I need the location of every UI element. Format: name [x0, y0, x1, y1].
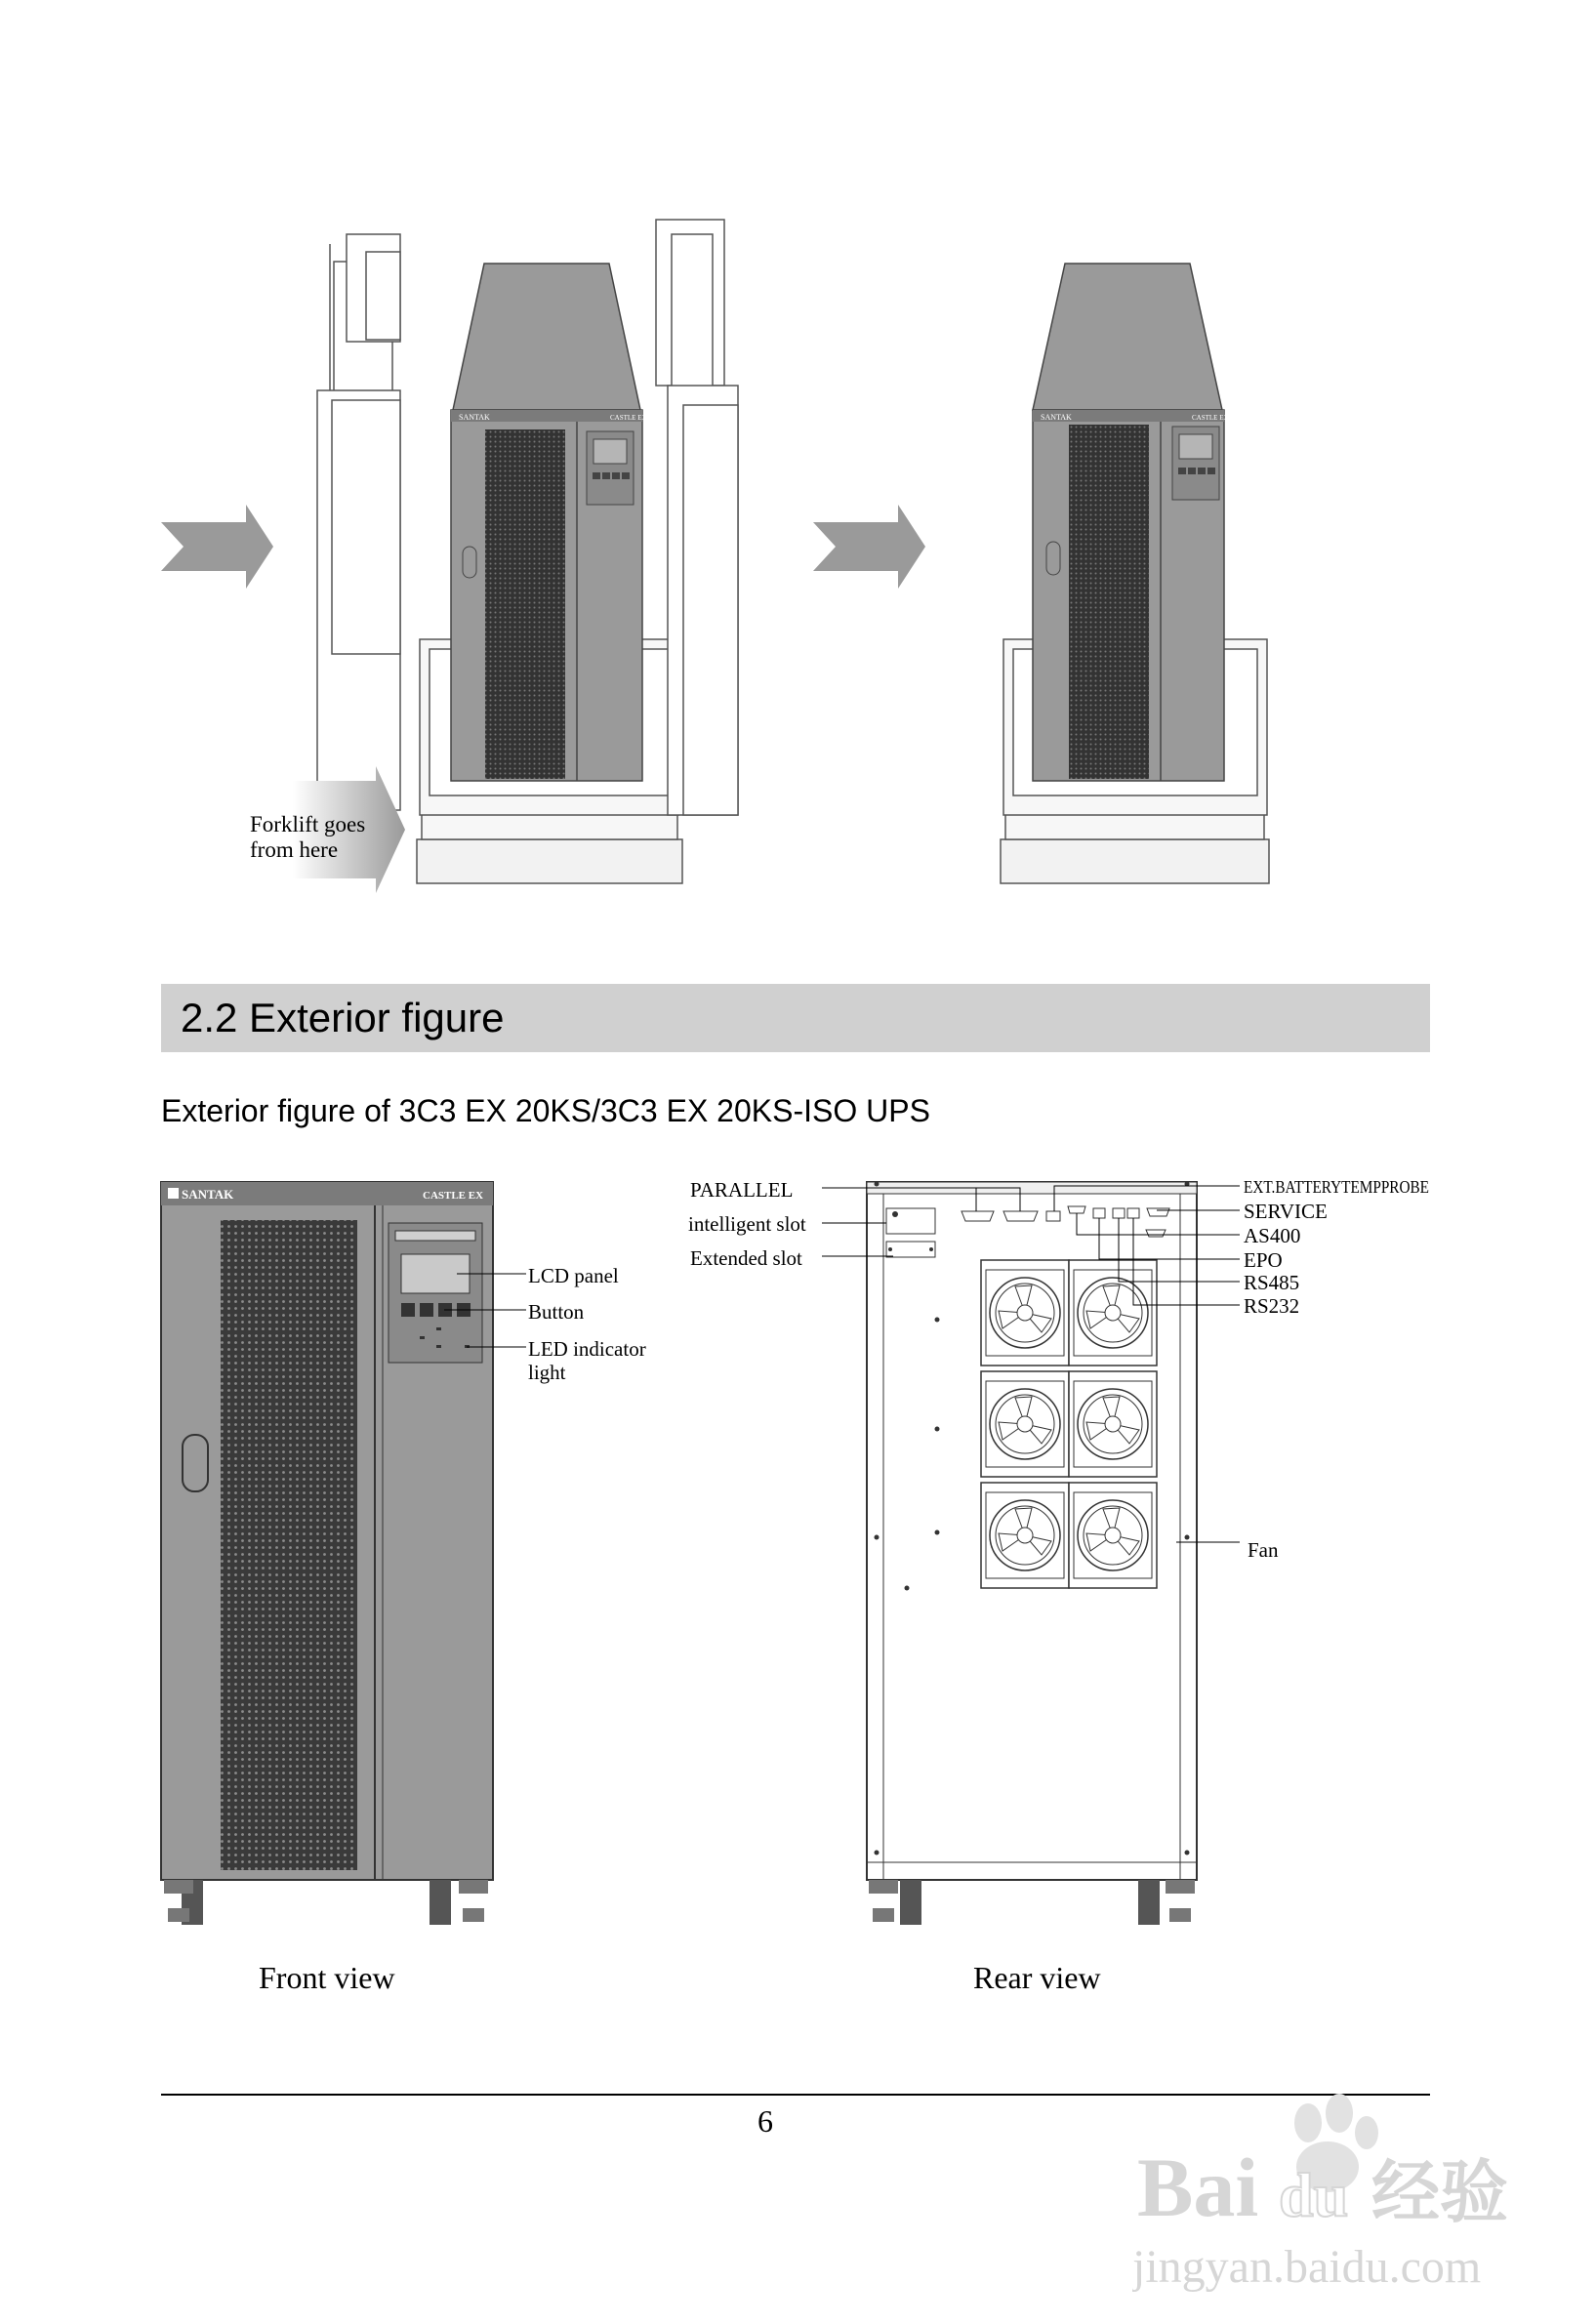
caster-wheel [900, 1880, 921, 1925]
rear-view-caption: Rear view [973, 1960, 1101, 1995]
label-intelligent-slot: intelligent slot [688, 1212, 806, 1236]
label-led-line2: light [528, 1361, 566, 1384]
front-vent-grille [221, 1220, 357, 1870]
ups-cabinet-left [451, 264, 647, 781]
parallel-connector [1003, 1211, 1038, 1221]
label-epo: EPO [1244, 1248, 1283, 1272]
front-view-caption: Front view [259, 1960, 395, 1995]
push-arrow-middle [813, 505, 925, 589]
brand-mark: SANTAK [459, 413, 490, 422]
caster-wheel [1138, 1880, 1160, 1925]
forklift-tines-right [656, 220, 738, 815]
ups-front-view [161, 1182, 493, 1925]
front-brand: SANTAK [182, 1187, 234, 1202]
label-rs232: RS232 [1244, 1294, 1300, 1318]
forklift-note-line2: from here [250, 837, 339, 862]
model-mark: CASTLE EX [610, 414, 647, 422]
parallel-connector [962, 1211, 994, 1221]
led-indicator [436, 1345, 441, 1348]
label-extended-slot: Extended slot [690, 1246, 802, 1270]
ext-battery-temp-probe-port [1046, 1211, 1060, 1221]
led-indicator [420, 1336, 425, 1339]
exterior-figure [0, 1152, 1596, 1952]
watermark-cn: 经验 [1371, 2156, 1508, 2231]
forklift-tines-left [317, 234, 400, 810]
cooling-fan [1069, 1371, 1157, 1477]
push-arrow-left [161, 505, 273, 589]
watermark-brand-du: du [1279, 2160, 1349, 2229]
label-fan: Fan [1248, 1538, 1279, 1562]
rs485-port [1127, 1208, 1139, 1218]
led-indicator [436, 1327, 441, 1330]
caster-wheel [430, 1880, 451, 1925]
cooling-fan [981, 1371, 1069, 1477]
cooling-fan [1069, 1260, 1157, 1366]
forklift-illustration [0, 0, 1596, 917]
extended-slot [886, 1242, 935, 1257]
label-service: SERVICE [1244, 1200, 1328, 1223]
model-mark: CASTLE EX [1192, 414, 1229, 422]
section-title: 2.2 Exterior figure [181, 995, 505, 1040]
forklift-note-line1: Forklift goes [250, 812, 366, 836]
brand-mark: SANTAK [1041, 413, 1072, 422]
cooling-fan [981, 1483, 1069, 1588]
label-lcd-panel: LCD panel [528, 1264, 619, 1287]
label-rs485: RS485 [1244, 1271, 1300, 1294]
label-ext-battery-temp-probe: EXT.BATTERYTEMPPROBE [1244, 1177, 1429, 1197]
label-as400: AS400 [1244, 1224, 1301, 1247]
ups-rear-view [867, 1182, 1197, 1926]
epo-port [1113, 1208, 1125, 1218]
label-parallel: PARALLEL [690, 1178, 794, 1202]
figure-subheading: Exterior figure of 3C3 EX 20KS/3C3 EX 20KS-ISO UPS [161, 1093, 930, 1128]
rs232-port [1147, 1208, 1169, 1216]
panel-button [420, 1303, 433, 1317]
panel-button [401, 1303, 415, 1317]
brand-logo-icon [168, 1188, 179, 1199]
as400-port [1093, 1208, 1105, 1218]
ups-cabinet-right [1033, 264, 1229, 781]
cooling-fan [1069, 1483, 1157, 1588]
service-port [1068, 1206, 1085, 1213]
label-led-line1: LED indicator [528, 1337, 646, 1361]
watermark-url: jingyan.baidu.com [1132, 2241, 1482, 2293]
label-button: Button [528, 1300, 585, 1324]
front-model: CASTLE EX [423, 1190, 484, 1202]
watermark-brand: Bai [1137, 2141, 1259, 2234]
page-number: 6 [757, 2103, 773, 2139]
cooling-fan [981, 1260, 1069, 1366]
baidu-watermark [1132, 2079, 1542, 2299]
